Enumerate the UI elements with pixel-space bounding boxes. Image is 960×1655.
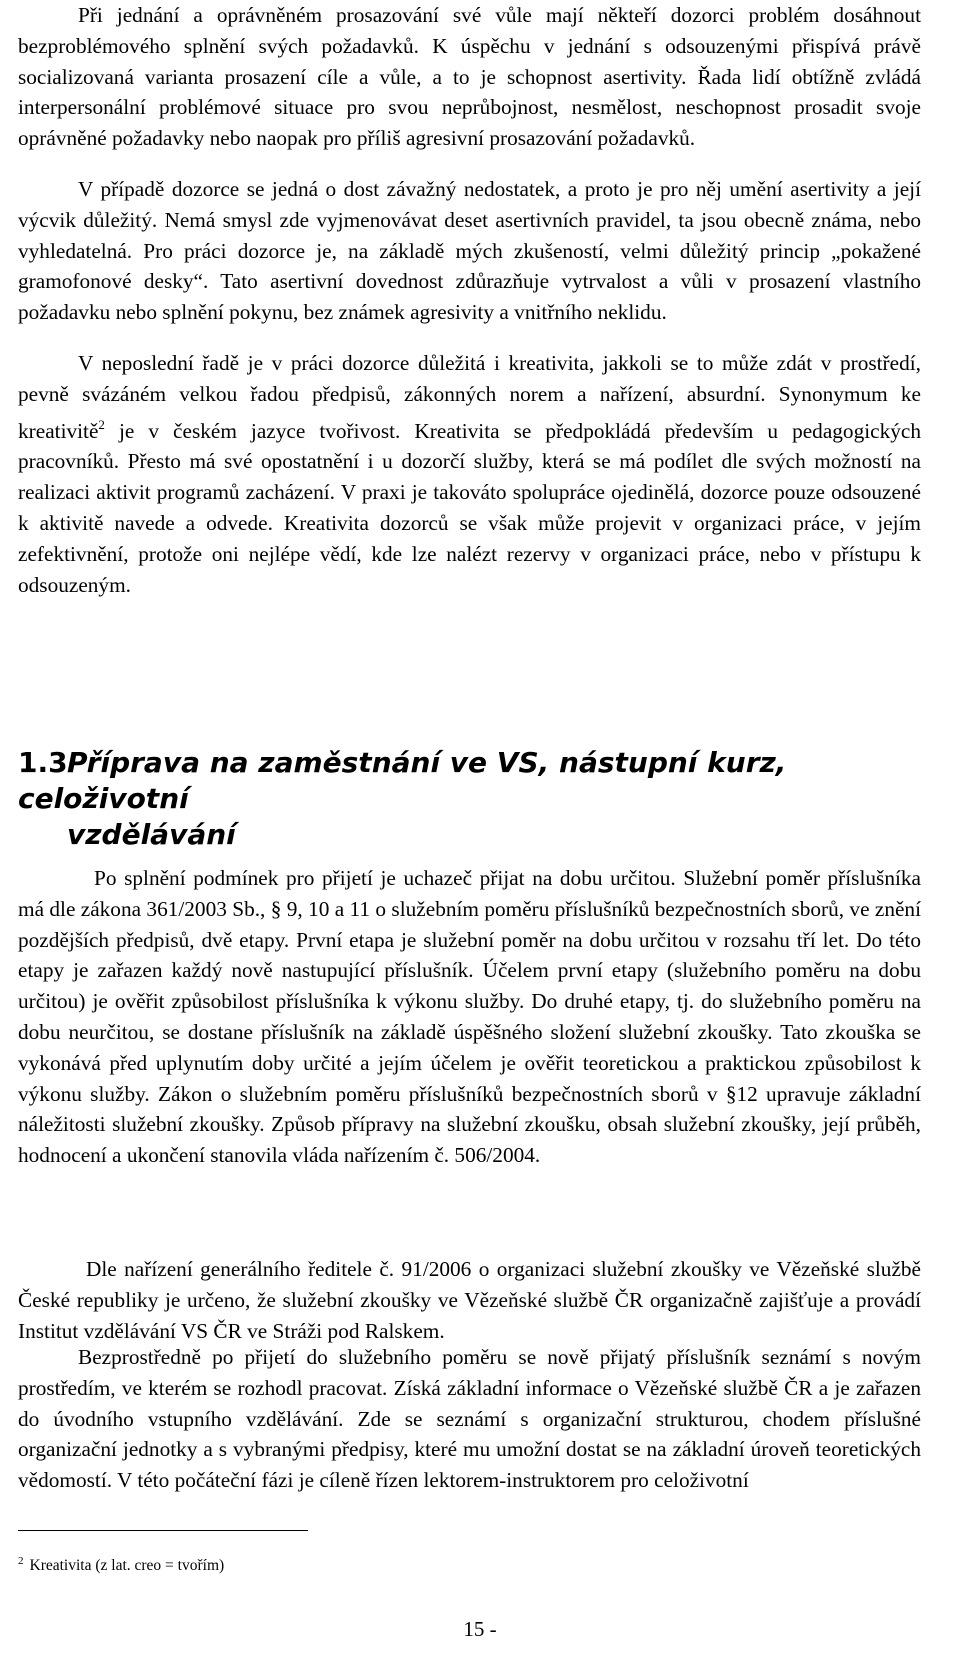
footnote-text: Kreativita (z lat. creo = tvořím) — [29, 1557, 225, 1574]
footnote-reference: 2 — [98, 416, 105, 432]
paragraph-asertivita — [18, 0, 921, 154]
paragraph-sluzebni-pomer — [18, 863, 921, 1171]
section-title: Příprava na zaměstnání ve VS, nástupní kurz, celoživotní — [18, 746, 787, 815]
paragraph-text: Při jednání a oprávněném prosazování své vůle mají někteří dozorci problém dosáhnout bezproblémového splnění svých požadavků. K úspěchu v jednání s odsouzenými přispívá právě socializovaná varianta prosazení cíle a vůle, a to je schopnost asertivity. Řada lidí obtížně zvládá interpersonální problémové situace pro svou neprůbojnost, nesmělost, neschopnost prosadit svoje oprávněné požadavky nebo naopak pro příliš agresivní prosazování požadavků. — [18, 3, 921, 151]
paragraph-text: Po splnění podmínek pro přijetí je uchazeč přijat na dobu určitou. Služební poměr příslušníka má dle zákona 361/2003 Sb., § 9, 10 a 11 o služebním poměru příslušníků bezpečnostních sborů, ve znění pozdějších předpisů, dvě etapy. První etapa je služební poměr na dobu určitou v rozsahu tří let. Do této etapy je zařazen každý nově nastupující příslušník. Účelem první etapy (služebního poměru na dobu určitou) je ověřit způsobilost příslušníka k výkonu služby. Do druhé etapy, tj. do služebního poměru na dobu neurčitou, se dostane příslušník na základě úspěšného složení služební zkoušky. Tato zkouška se vykonává před uplynutím doby určité a jejím účelem je ověřit teoretickou a praktickou způsobilost k výkonu služby. Zákon o služebním poměru příslušníků bezpečnostních sborů v §12 upravuje základní náležitosti služební zkoušky. Způsob přípravy na služební zkoušku, obsah služební zkoušky, její průběh, hodnocení a ukončení stanovila vláda nařízením č. 506/2004. — [18, 866, 921, 1168]
section-number: 1.3 — [18, 746, 68, 779]
paragraph-bezprostredne — [18, 1342, 921, 1496]
section-title-continued: vzdělávání — [67, 818, 236, 851]
paragraph-kreativita — [18, 348, 921, 600]
footnote — [18, 1551, 224, 1576]
paragraph-text: V případě dozorce se jedná o dost závažný nedostatek, a proto je pro něj umění asertivity a její výcvik důležitý. Nemá smysl zde vyjmenovávat deset asertivních pravidel, ta jsou obecně známa, nebo vyhledatelná. Pro práci dozorce je, na základě mých zkušeností, velmi důležitý princip „pokažené gramofonové desky“. Tato asertivní dovednost zdůrazňuje vytrvalost a vůli v prosazení vlastního požadavku nebo splnění pokynu, bez známek agresivity a vnitřního neklidu. — [18, 177, 921, 325]
paragraph-asertivita-dozorce — [18, 174, 921, 328]
page-number: 15 - — [463, 1617, 497, 1641]
section-heading — [18, 745, 918, 853]
paragraph-text: V neposlední řadě je v práci dozorce důležitá i kreativita, jakkoli se to může zdát v prostředí, pevně svázáném velkou řadou předpisů, zákonných norem a nařízení, absurdní. Synonymum ke kreativitě — [18, 351, 921, 443]
paragraph-text: je v českém jazyce tvořivost. Kreativita se předpokládá především u pedagogických pracovníků. Přesto má své opostatnění i u dozorčí služby, která se má podílet dle svých možností na realizaci aktivit programů zacházení. V praxi je takováto spolupráce ojedinělá, dozorce pouze odsouzené k aktivitě navede a odvede. Kreativita dozorců se však může projevit v organizaci práce, v jejím zefektivnění, protože oni nejlépe vědí, kde lze nalézt rezervy v organizaci práce, nebo v přístupu k odsouzeným. — [18, 418, 921, 597]
footnote-separator — [18, 1530, 308, 1531]
footnote-number: 2 — [18, 1555, 24, 1567]
paragraph-text: Bezprostředně po přijetí do služebního poměru se nově přijatý příslušník seznámí s novým prostředím, ve kterém se rozhodl pracovat. Získá základní informace o Vězeňské službě ČR a je zařazen do úvodního vstupního vzdělávání. Zde se seznámí s organizační strukturou, chodem příslušné organizační jednotky a s vybranými předpisy, které mu umožní dostat se na základní úroveň teoretických vědomostí. V této počáteční fázi je cíleně řízen lektorem-instruktorem pro celoživotní — [18, 1345, 921, 1493]
paragraph-narizeni — [18, 1254, 921, 1346]
paragraph-text: Dle nařízení generálního ředitele č. 91/2006 o organizaci služební zkoušky ve Vězeňské službě České republiky je určeno, že služební zkoušky ve Vězeňské službě ČR organizačně zajišťuje a provádí Institut vzdělávání VS ČR ve Stráži pod Ralskem. — [18, 1257, 921, 1343]
